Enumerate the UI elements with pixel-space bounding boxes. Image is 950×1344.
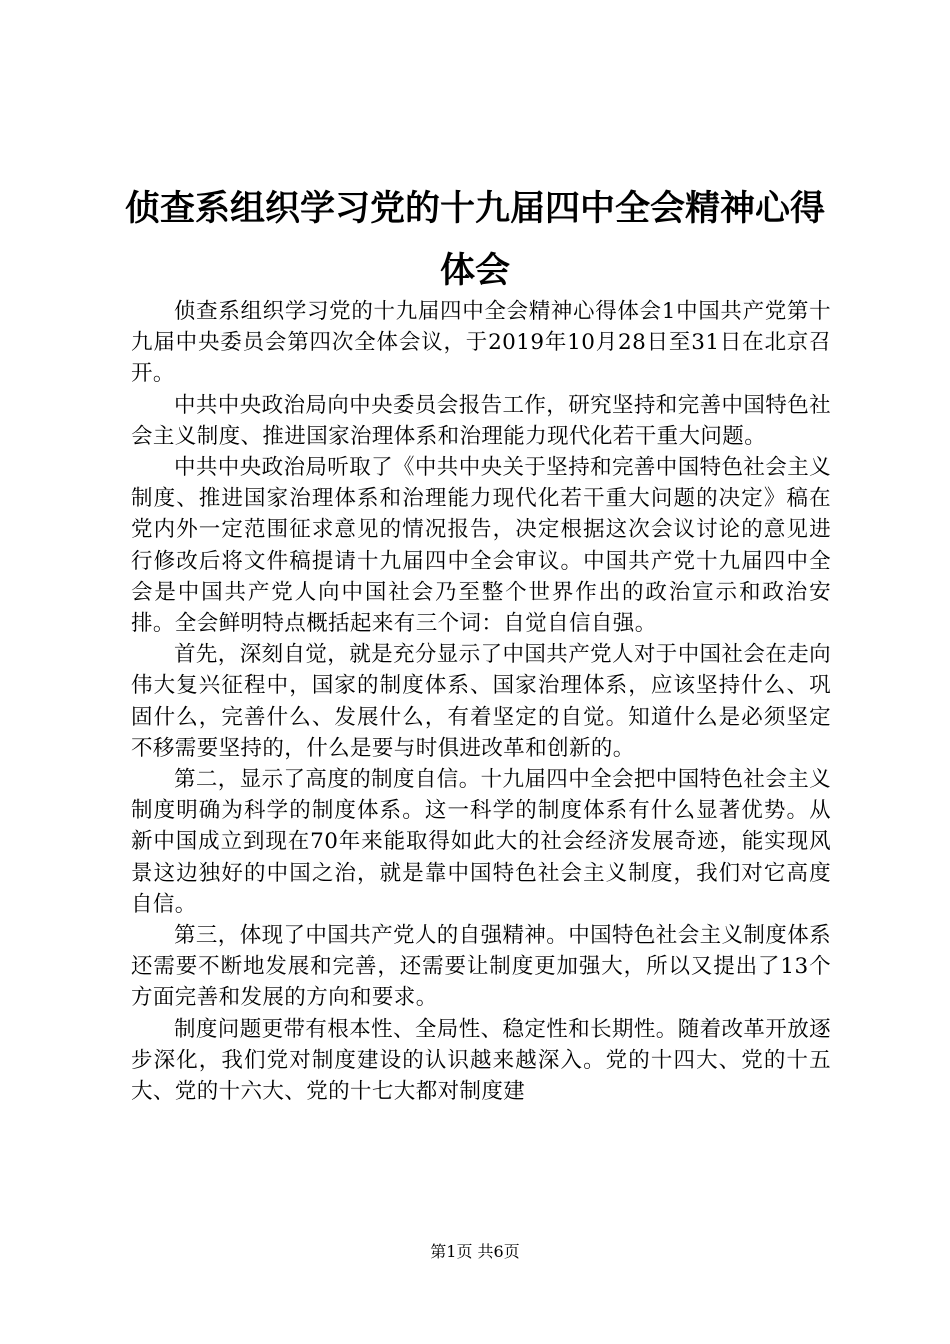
document-body (131, 296, 831, 1107)
paragraph: 第二，显示了高度的制度自信。十九届四中全会把中国特色社会主义制度明确为科学的制度体系。这一科学的制度体系有什么显著优势。从新中国成立到现在70年来能取得如此大的社会经济发展奇迹，能实现风景这边独好的中国之治，就是靠中国特色社会主义制度，我们对它高度自信。 (131, 767, 832, 917)
paragraph: 中共中央政治局向中央委员会报告工作，研究坚持和完善中国特色社会主义制度、推进国家治理体系和治理能力现代化若干重大问题。 (131, 392, 832, 449)
document-title: 侦查系组织学习党的十九届四中全会精神心得体会 (124, 189, 825, 291)
paragraph: 中共中央政治局听取了《中共中央关于坚持和完善中国特色社会主义制度、推进国家治理体系和治理能力现代化若干重大问题的决定》稿在党内外一定范围征求意见的情况报告，决定根据这次会议讨论的意见进行修改后将文件稿提请十九届四中全会审议。中国共产党十九届四中全会是中国共产党人向中国社会乃至整个世界作出的政治宣示和政治安排。全会鲜明特点概括起来有三个词：自觉自信自强。 (131, 455, 832, 637)
paragraph: 制度问题更带有根本性、全局性、稳定性和长期性。随着改革开放逐步深化，我们党对制度建设的认识越来越深入。党的十四大、党的十五大、党的十六大、党的十七大都对制度建 (131, 1016, 832, 1105)
paragraph: 首先，深刻自觉，就是充分显示了中国共产党人对于中国社会在走向伟大复兴征程中，国家的制度体系、国家治理体系，应该坚持什么、巩固什么，完善什么、发展什么，有着坚定的自觉。知道什么是必须坚定不移需要坚持的，什么是要与时俱进改革和创新的。 (131, 642, 832, 761)
paragraph: 侦查系组织学习党的十九届四中全会精神心得体会1中国共产党第十九届中央委员会第四次全体会议，于2019年10月28日至31日在北京召开。 (131, 299, 831, 387)
page-number-footer: 第1页 共6页 (430, 1242, 520, 1261)
paragraph: 第三，体现了中国共产党人的自强精神。中国特色社会主义制度体系还需要不断地发展和完善，还需要让制度更加强大，所以又提出了13个方面完善和发展的方向和要求。 (131, 923, 832, 1011)
